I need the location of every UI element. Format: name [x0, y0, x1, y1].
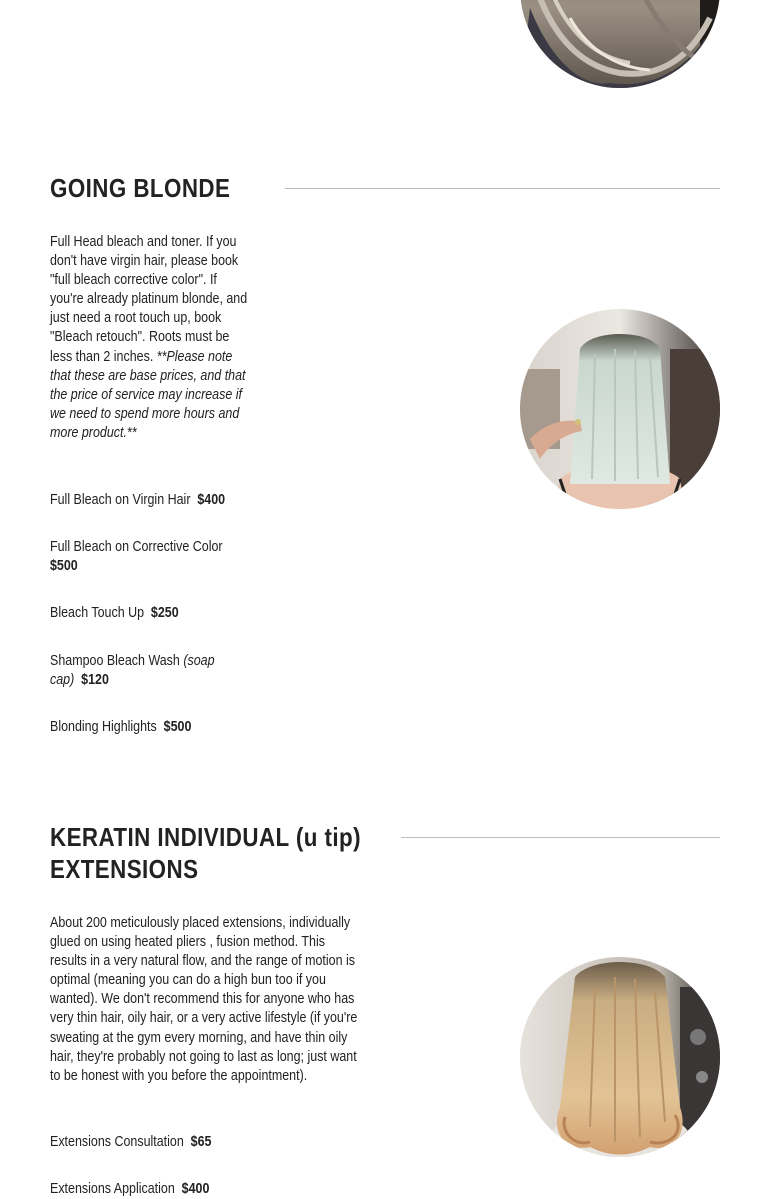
- item-name: Extensions Application: [50, 1181, 175, 1197]
- keratin-extensions-title: KERATIN INDIVIDUAL (u tip) EXTENSIONS: [50, 822, 361, 884]
- going-blonde-title: GOING BLONDE: [50, 173, 231, 203]
- keratin-divider: [401, 837, 720, 838]
- platinum-blonde-photo: [520, 309, 720, 509]
- item-price: $500: [50, 558, 78, 575]
- price-item-extensions-application: [50, 1180, 256, 1199]
- item-price: $400: [181, 1181, 210, 1197]
- price-item-full-bleach-virgin: [50, 491, 256, 510]
- grey-hair-photo: [520, 0, 720, 88]
- item-qualifier: (soap cap): [50, 653, 215, 689]
- item-price: $65: [190, 1134, 212, 1150]
- going-blonde-description: [50, 233, 253, 443]
- going-blonde-description-text: Full Head bleach and toner. If you don't have virgin hair, please book "full bleach corrective color". If you're already platinum blonde, and just need a root touch up, book "Bleach retouch". Roots must be less than 2 inches.: [50, 234, 248, 365]
- going-blonde-note: **Please note that these are base prices, and that the price of service may increase if we need to spend more hours and more product.**: [50, 348, 246, 441]
- item-price: $250: [150, 605, 179, 621]
- going-blonde-divider: [285, 188, 720, 189]
- price-item-bleach-touch-up: [50, 604, 256, 623]
- price-item-full-bleach-corrective: [50, 538, 256, 576]
- item-price: $400: [197, 492, 226, 508]
- item-price: $500: [163, 719, 192, 735]
- price-item-extensions-consultation: [50, 1133, 256, 1152]
- item-name: Shampoo Bleach Wash: [50, 653, 180, 669]
- price-item-shampoo-bleach-wash: [50, 652, 235, 690]
- item-name: Full Bleach on Corrective Color: [50, 539, 223, 555]
- item-name: Extensions Consultation: [50, 1134, 184, 1150]
- item-price: $120: [81, 672, 109, 689]
- keratin-description: About 200 meticulously placed extensions, individually glued on using heated pliers , fusion method. This results in a very natural flow, and the range of motion is optimal (meaning you can do a high bun too if you wanted). We don't recommend this for anyone who has very thin hair, oily hair, or a very active lifestyle (if you're sweating at the gym every morning, and have thin oily hair, they're probably not going to last as long; just want to be honest with you before the appointment).: [50, 915, 358, 1084]
- blonde-extensions-photo: [520, 957, 720, 1157]
- price-item-blonding-highlights: [50, 718, 256, 737]
- item-name: Blonding Highlights: [50, 719, 157, 735]
- item-name: Full Bleach on Virgin Hair: [50, 492, 191, 508]
- item-name: Bleach Touch Up: [50, 605, 145, 621]
